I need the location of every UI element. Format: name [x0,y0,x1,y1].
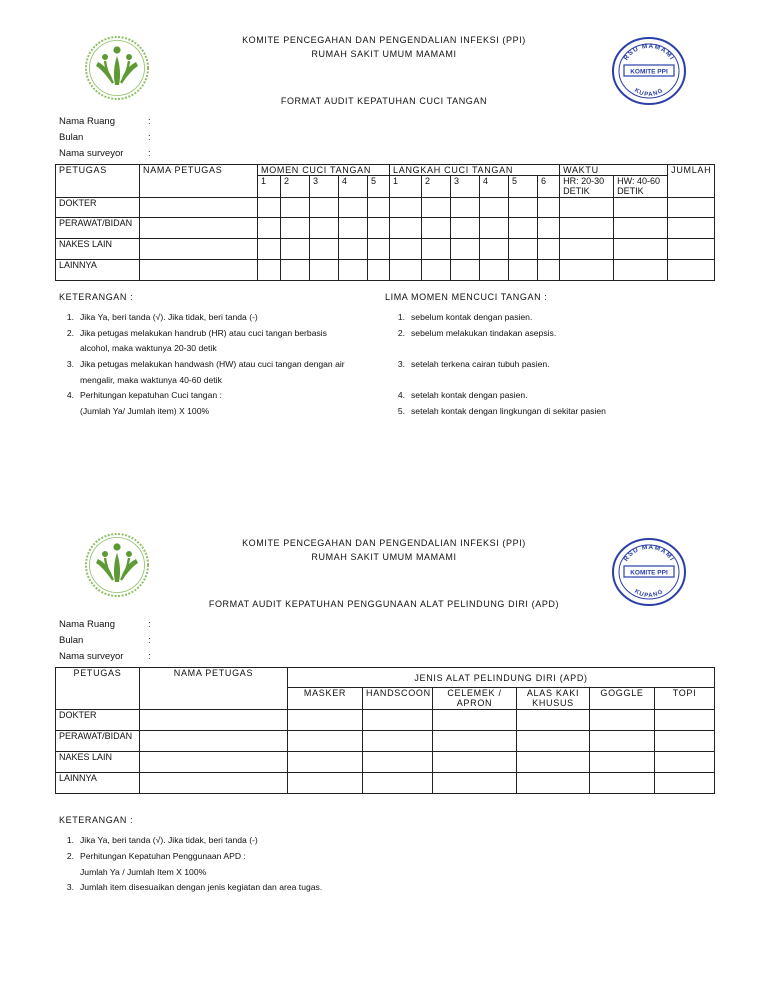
momen-number: 5 [368,176,390,198]
seal-bottom-text: KUPANG [633,588,665,600]
langkah-number: 2 [422,176,451,198]
table-row [56,260,715,281]
momen-number: 1 [258,176,281,198]
header-petugas: PETUGAS [56,165,140,198]
row-label: DOKTER [56,198,140,218]
header-nama-petugas: NAMA PETUGAS [140,165,258,198]
seal-bottom-text: KUPANG [633,87,665,99]
apd-celemek: CELEMEK / APRON [433,688,517,710]
field-colon: : [148,132,151,143]
field-label-bulan: Bulan [59,635,84,646]
table-row [56,239,715,260]
apd-topi: TOPI [655,688,715,710]
header-momen: MOMEN CUCI TANGAN [258,165,390,176]
seal-center-text: KOMITE PPI [630,569,668,577]
momen-number: 3 [310,176,339,198]
langkah-number: 5 [509,176,538,198]
header-waktu: WAKTU [560,165,668,176]
table-row [56,752,715,773]
field-colon: : [148,148,151,159]
waktu-hw: HW: 40-60 DETIK [614,176,668,198]
apd-alas-kaki: ALAS KAKI KHUSUS [517,688,590,710]
row-label: NAKES LAIN [56,239,140,260]
row-label: PERAWAT/BIDAN [56,731,140,752]
form-title: FORMAT AUDIT KEPATUHAN PENGGUNAAN ALAT PELINDUNG DIRI (APD) [208,599,560,609]
apd-handscoon: HANDSCOON [363,688,433,710]
header-jumlah: JUMLAH [668,165,715,198]
field-label-nama-ruang: Nama Ruang [59,619,115,630]
field-colon: : [148,651,151,662]
field-label-nama-surveyor: Nama surveyor [59,148,124,159]
header-line1: KOMITE PENCEGAHAN DAN PENGENDALIAN INFEKSI (PPI) [242,35,526,45]
waktu-hr: HR: 20-30 DETIK [560,176,614,198]
cuci-tangan-table [55,164,715,281]
lima-momen-title: LIMA MOMEN MENCUCI TANGAN : [385,292,548,302]
field-label-bulan: Bulan [59,132,84,143]
header-line1: KOMITE PENCEGAHAN DAN PENGENDALIAN INFEKSI (PPI) [242,538,526,548]
field-colon: : [148,619,151,630]
keterangan-title: KETERANGAN : [59,292,134,302]
header-jenis-apd: JENIS ALAT PELINDUNG DIRI (APD) [288,668,715,688]
row-label: LAINNYA [56,773,140,794]
table-row [56,773,715,794]
seal-top-text: RSU MAMAMI [622,543,676,563]
field-label-nama-ruang: Nama Ruang [59,116,115,127]
apd-masker: MASKER [288,688,363,710]
field-colon: : [148,116,151,127]
langkah-number: 6 [538,176,560,198]
momen-number: 2 [281,176,310,198]
table-row [56,218,715,239]
header-line2: RUMAH SAKIT UMUM MAMAMI [311,49,457,59]
row-label: NAKES LAIN [56,752,140,773]
momen-number: 4 [339,176,368,198]
langkah-number: 3 [451,176,480,198]
table-row [56,198,715,218]
field-colon: : [148,635,151,646]
seal-center-text: KOMITE PPI [630,68,668,76]
table-row [56,710,715,731]
table-row [56,731,715,752]
keterangan-title: KETERANGAN : [59,815,134,825]
header-line2: RUMAH SAKIT UMUM MAMAMI [311,552,457,562]
apd-goggle: GOGGLE [590,688,655,710]
row-label: DOKTER [56,710,140,731]
langkah-number: 1 [390,176,422,198]
row-label: PERAWAT/BIDAN [56,218,140,239]
apd-table [55,667,715,794]
langkah-number: 4 [480,176,509,198]
field-label-nama-surveyor: Nama surveyor [59,651,124,662]
form-title: FORMAT AUDIT KEPATUHAN CUCI TANGAN [280,96,488,106]
header-petugas: PETUGAS [56,668,140,710]
header-langkah: LANGKAH CUCI TANGAN [390,165,560,176]
row-label: LAINNYA [56,260,140,281]
seal-top-text: RSU MAMAMI [622,42,676,62]
header-nama-petugas: NAMA PETUGAS [140,668,288,710]
